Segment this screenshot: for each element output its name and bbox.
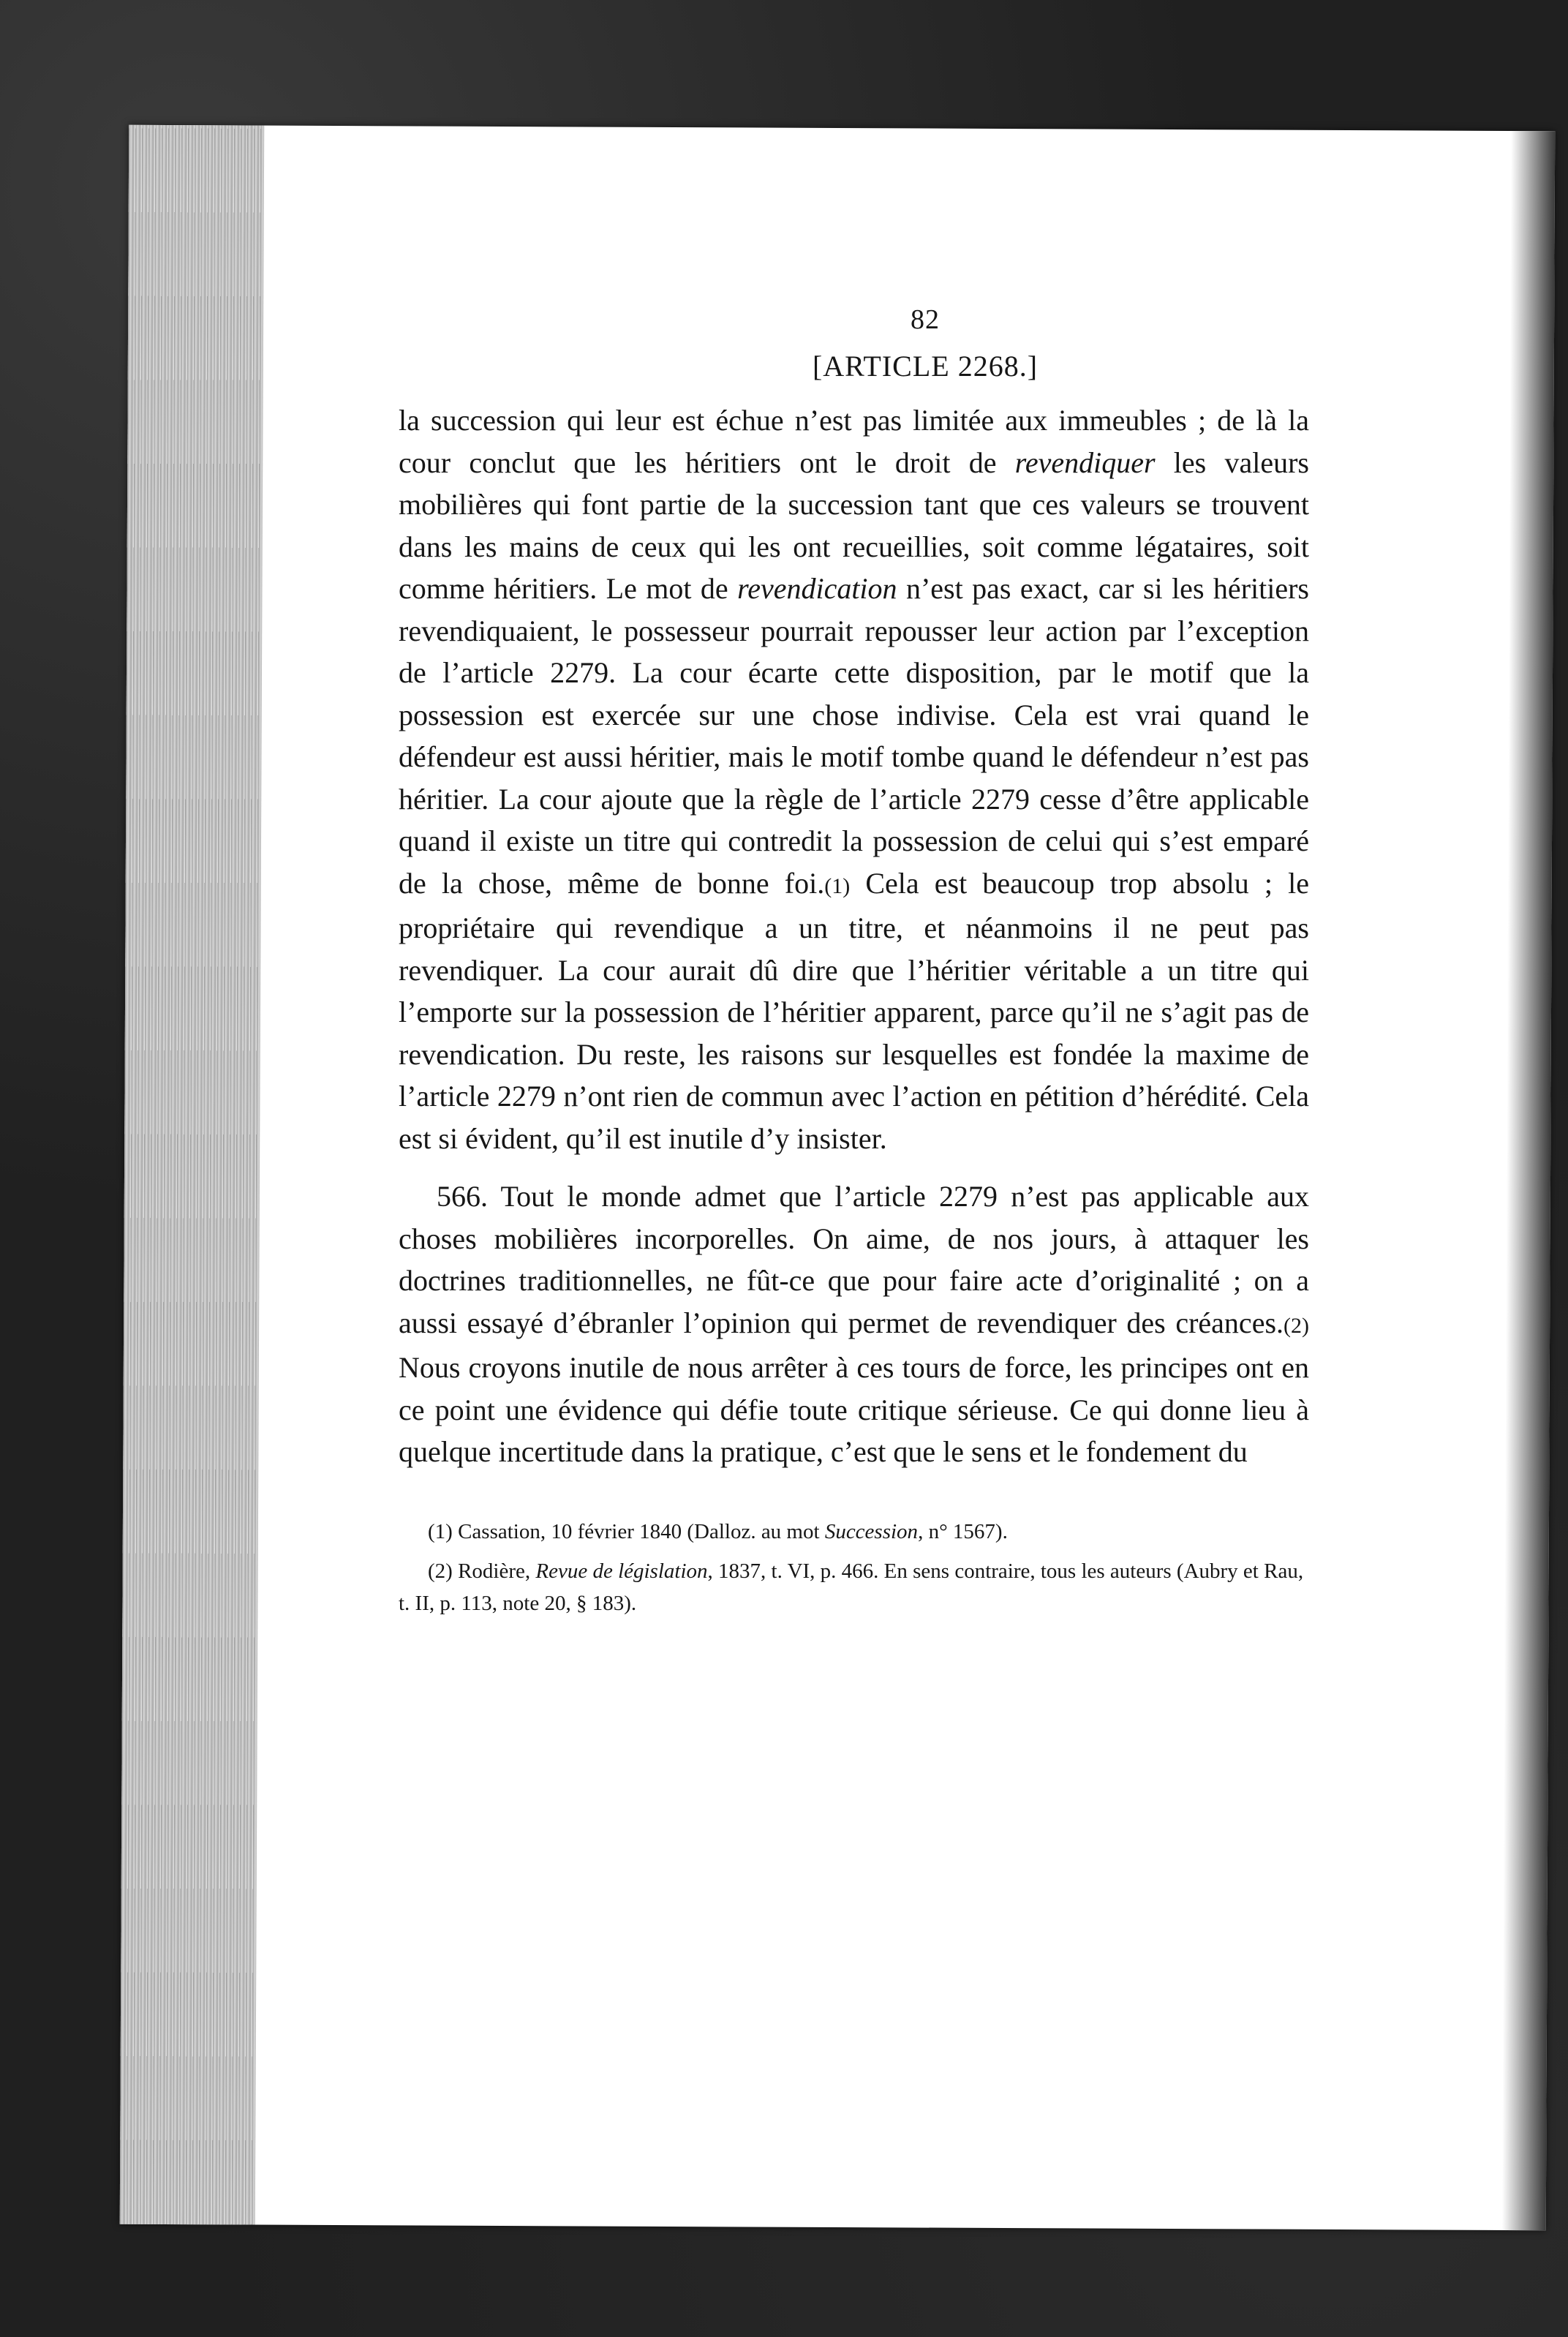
italic-term: revendiquer: [1014, 445, 1156, 479]
page-edges: [120, 125, 265, 2225]
footnote-call: (2): [1284, 1313, 1309, 1338]
page-content: [399, 168, 1452, 1627]
footnote-1: (1) Cassation, 10 février 1840 (Dalloz. au mot Succession, n° 1567).: [428, 1519, 1008, 1543]
paragraph-continuation: la succession qui leur est échue n’est pas limitée aux immeubles ; de là la cour conclut que les héritiers ont le droit de revendiquer les valeurs mobilières qui font partie de la succession tant que ces valeurs se trouvent dans les mains de ceux qui les ont recueillies, soit comme légataires, soit comme héritiers. Le mot de revendication n’est pas exact, car si les héritiers revendiquaient, le possesseur pourrait repousser leur action par l’exception de l’article 2279. La cour écarte cette disposition, par le motif que la possession est exercée sur une chose indivise. Cela est vrai quand le défendeur est aussi héritier, mais le motif tombe quand le défendeur n’est pas héritier. La cour ajoute que la règle de l’article 2279 cesse d’être applicable quand il existe un titre qui contredit la possession de celui qui s’est emparé de la chose, même de bonne foi.(1) Cela est beaucoup trop absolu ; le propriétaire qui revendique a un titre, et néanmoins il ne peut pas revendiquer. La cour aurait dû dire que l’héritier véritable a un titre qui l’emporte sur la possession de l’héritier apparent, parce qu’il ne s’agit pas de revendication. Du reste, les raisons sur lesquelles est fondée la maxime de l’article 2279 n’ont rien de commun avec l’action en pétition d’hérédité. Cela est si évident, qu’il est inutile d’y insister.: [399, 404, 1309, 1155]
footnotes: [399, 1516, 1309, 1619]
page-number: 82: [911, 304, 940, 335]
italic-term: Revue de législation: [535, 1559, 708, 1583]
italic-term: revendication: [737, 572, 897, 605]
footnote-call: (1): [824, 873, 851, 898]
running-head: [ARTICLE 2268.]: [812, 350, 1039, 383]
body-text: [399, 399, 1309, 1473]
footnote-2: (2) Rodière, Revue de législation, 1837, t. VI, p. 466. En sens contraire, tous les auteurs (Aubry et Rau, t. II, p. 113, note 20, § 183).: [399, 1559, 1304, 1615]
page-shadow: [1502, 131, 1556, 2230]
paragraph-566: 566. Tout le monde admet que l’article 2279 n’est pas applicable aux choses mobilières incorporelles. On aime, de nos jours, à attaquer les doctrines traditionnelles, ne fût-ce que pour faire acte d’originalité ; on a aussi essayé d’ébranler l’opinion qui permet de revendiquer des créances.(2) Nous croyons inutile de nous arrêter à ces tours de force, les principes ont en ce point une évidence qui défie toute critique sérieuse. Ce qui donne lieu à quelque incertitude dans la pratique, c’est que le sens et le fondement du: [399, 1180, 1309, 1468]
italic-term: Succession: [824, 1519, 919, 1543]
